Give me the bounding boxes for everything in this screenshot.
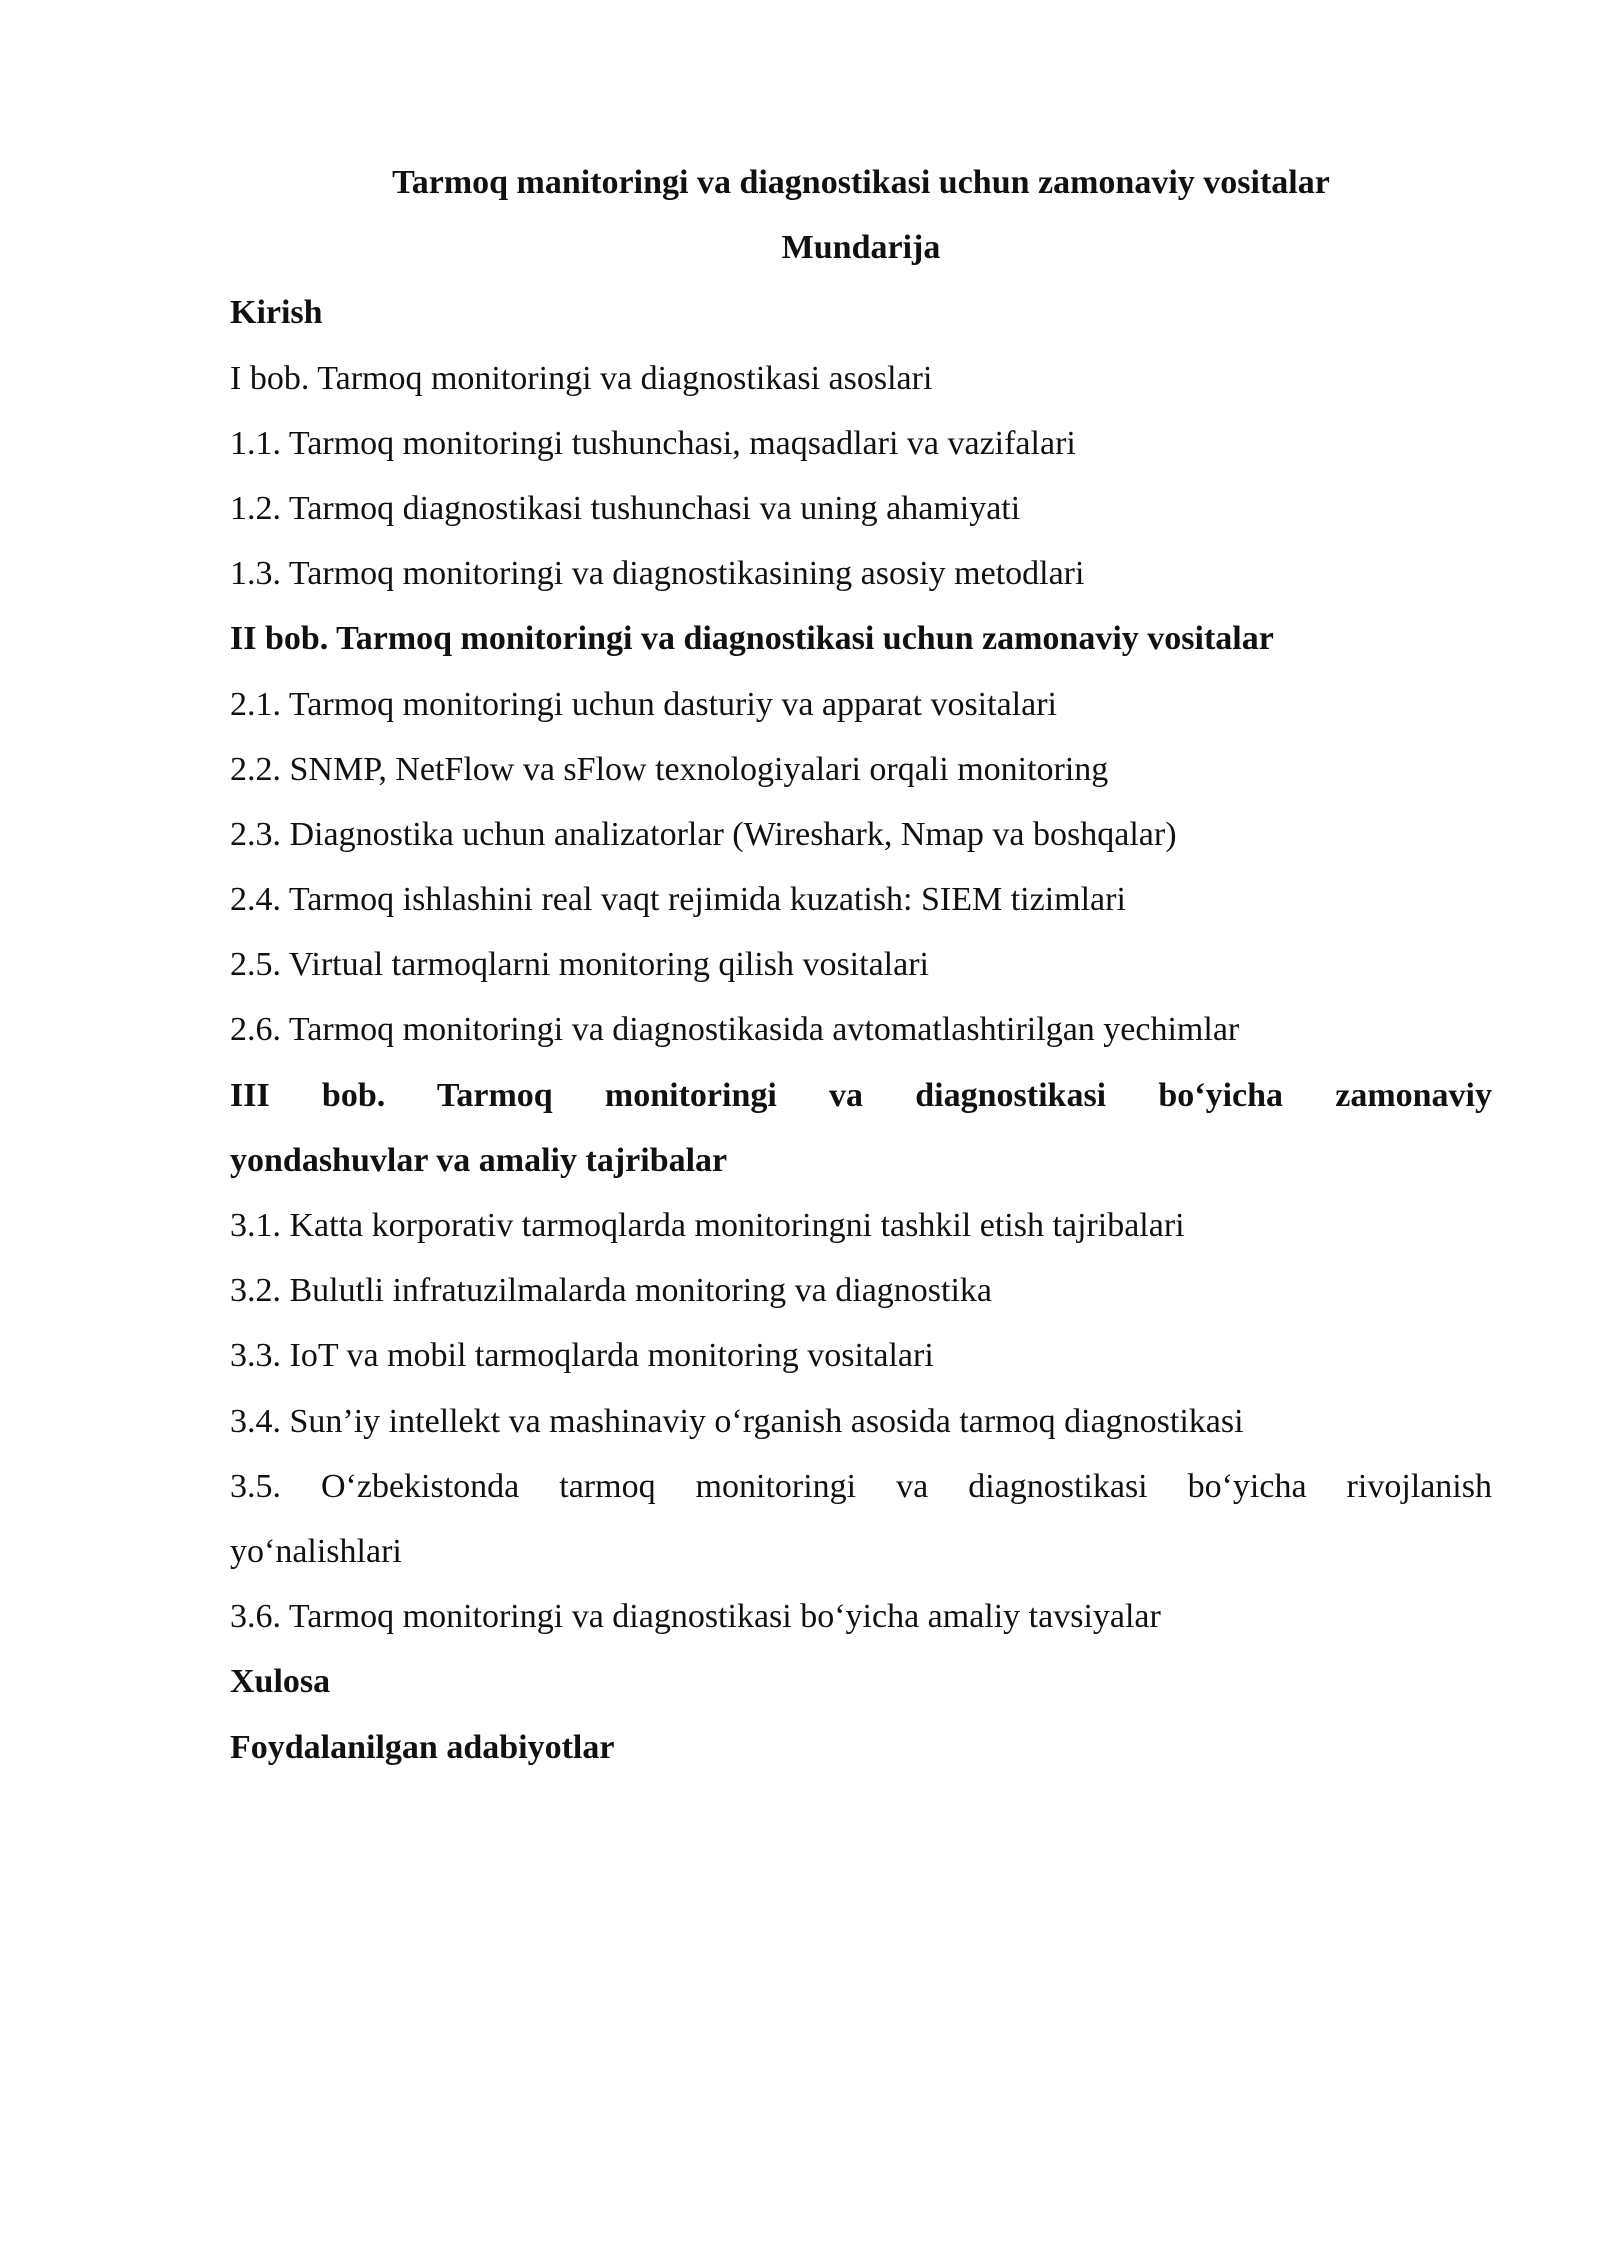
toc-item-introduction: Kirish bbox=[230, 294, 323, 332]
toc-item-references: Foydalanilgan adabiyotlar bbox=[230, 1728, 615, 1766]
toc-item-conclusion: Xulosa bbox=[230, 1663, 331, 1701]
toc-item-chapter-3: III bob. Tarmoq monitoringi va diagnostikasi bo‘yicha zamonaviy bbox=[230, 1076, 1492, 1114]
toc-item-3-5-continuation: yo‘nalishlari bbox=[230, 1532, 402, 1570]
toc-item-2-2: 2.2. SNMP, NetFlow va sFlow texnologiyalari orqali monitoring bbox=[230, 750, 1109, 788]
toc-item-1-3: 1.3. Tarmoq monitoringi va diagnostikasining asosiy metodlari bbox=[230, 555, 1085, 593]
toc-item-2-1: 2.1. Tarmoq monitoringi uchun dasturiy va apparat vositalari bbox=[230, 685, 1057, 723]
toc-item-2-6: 2.6. Tarmoq monitoringi va diagnostikasida avtomatlashtirilgan yechimlar bbox=[230, 1011, 1240, 1049]
toc-item-3-5: 3.5. O‘zbekistonda tarmoq monitoringi va diagnostikasi bo‘yicha rivojlanish bbox=[230, 1467, 1492, 1505]
toc-item-1-1: 1.1. Tarmoq monitoringi tushunchasi, maqsadlari va vazifalari bbox=[230, 424, 1076, 462]
toc-item-3-2: 3.2. Bulutli infratuzilmalarda monitoring va diagnostika bbox=[230, 1272, 993, 1310]
toc-item-2-3: 2.3. Diagnostika uchun analizatorlar (Wireshark, Nmap va boshqalar) bbox=[230, 815, 1177, 853]
document-page bbox=[230, 150, 1492, 1780]
toc-item-chapter-1: I bob. Tarmoq monitoringi va diagnostikasi asoslari bbox=[230, 359, 933, 397]
toc-item-2-4: 2.4. Tarmoq ishlashini real vaqt rejimida kuzatish: SIEM tizimlari bbox=[230, 881, 1126, 919]
toc-item-2-5: 2.5. Virtual tarmoqlarni monitoring qilish vositalari bbox=[230, 946, 929, 984]
table-of-contents bbox=[230, 280, 1492, 1779]
toc-item-3-3: 3.3. IoT va mobil tarmoqlarda monitoring vositalari bbox=[230, 1337, 934, 1375]
toc-item-3-6: 3.6. Tarmoq monitoringi va diagnostikasi bo‘yicha amaliy tavsiyalar bbox=[230, 1598, 1161, 1636]
toc-item-chapter-3-continuation: yondashuvlar va amaliy tajribalar bbox=[230, 1141, 728, 1179]
toc-item-3-4: 3.4. Sun’iy intellekt va mashinaviy o‘rganish asosida tarmoq diagnostikasi bbox=[230, 1402, 1244, 1440]
toc-item-3-1: 3.1. Katta korporativ tarmoqlarda monitoringni tashkil etish tajribalari bbox=[230, 1207, 1185, 1244]
toc-heading: Mundarija bbox=[781, 229, 941, 267]
document-title: Tarmoq manitoringi va diagnostikasi uchun zamonaviy vositalar bbox=[392, 164, 1330, 201]
toc-item-chapter-2: II bob. Tarmoq monitoringi va diagnostikasi uchun zamonaviy vositalar bbox=[230, 620, 1274, 658]
toc-item-1-2: 1.2. Tarmoq diagnostikasi tushunchasi va uning ahamiyati bbox=[230, 489, 1021, 527]
